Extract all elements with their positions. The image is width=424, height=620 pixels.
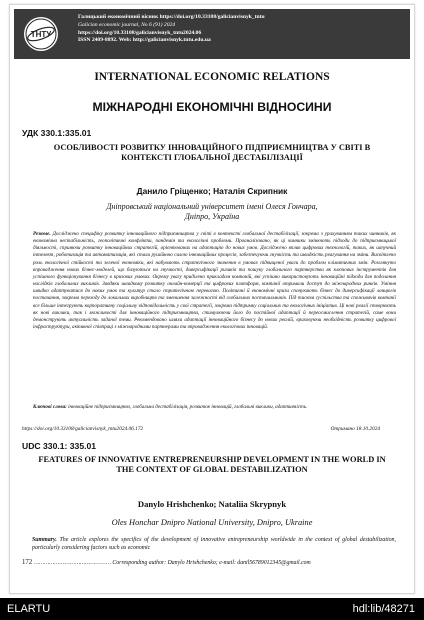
- section-title-ua: МІЖНАРОДНІ ЕКОНОМІЧНІ ВІДНОСИНИ: [92, 100, 332, 114]
- affiliation-ua-line2: Дніпро, Україна: [184, 212, 240, 221]
- udk-en: UDC 330.1: 335.01: [22, 441, 97, 451]
- keywords-text: інноваційне підприємництво, глобальна дестабілізація, розвиток інновацій, глобальні виклики, адаптивність.: [68, 404, 308, 410]
- logo-text: ТНТУ: [30, 30, 52, 39]
- journal-name-ua: Галицький економічний вісник https://doi.org/10.33108/galicianvisnyk_tntu: [78, 14, 265, 20]
- journal-header-text: [78, 14, 408, 45]
- viewer-status-bar: [0, 598, 424, 620]
- page-number: 172: [22, 559, 33, 566]
- corresponding-author: ……………………………………… Corresponding author: Danylo Hrishchenko; e-mail: danil5678901234​5@gmail.com: [33, 560, 311, 566]
- handle-id[interactable]: hdl:lib/48271: [352, 603, 415, 615]
- page-footer: [22, 559, 402, 566]
- abstract-ua: [33, 231, 396, 331]
- abstract-label: Резюме.: [33, 231, 51, 237]
- repository-name: ELARTU: [7, 603, 51, 615]
- article-title-ua: ОСОБЛИВОСТІ РОЗВИТКУ ІННОВАЦІЙНОГО ПІДПРИЄМНИЦТВА У СВІТІ В КОНТЕКСТІ ГЛОБАЛЬНОЇ ДЕСТАБІЛІЗАЦІЇ: [53, 143, 371, 162]
- authors-en: Danylo Hrishchenko; Nataliia Skrypnyk: [137, 499, 287, 509]
- summary-en: [32, 536, 396, 553]
- journal-name-en: Galician economic journal, No 6 (91) 2024: [78, 21, 176, 28]
- article-doi[interactable]: https://doi.org/10.33108/galicianvisnyk_tntu2024.06.172: [22, 426, 144, 432]
- article-title-en: FEATURES OF INNOVATIVE ENTREPRENEURSHIP DEVELOPMENT IN THE WORLD IN THE CONTEXT OF GLOBAL DESTABILIZATION: [38, 455, 386, 475]
- affiliation-ua-line1: Дніпровський національний університет імені Олеся Гончара,: [106, 202, 318, 211]
- udk-ua: УДК 330.1:335.01: [22, 128, 92, 138]
- tntu-logo-icon: [24, 17, 58, 51]
- keywords-label: Ключові слова:: [33, 404, 67, 410]
- affiliation-en: Oles Honchar Dnipro National University, Dnipro, Ukraine: [111, 518, 313, 527]
- affiliation-ua: [10, 202, 414, 222]
- document-page: [9, 4, 415, 594]
- authors-ua: Данило Гріщенко; Наталія Скрипник: [136, 186, 288, 196]
- summary-label: Summary.: [32, 537, 57, 543]
- journal-header: [14, 9, 410, 59]
- journal-issn[interactable]: ISSN 2409-8892. Web: http://galicianvisnyk.tntu.edu.ua: [78, 37, 211, 44]
- abstract-text: Досліджено специфіку розвитку інноваційного підприємництва у світі в контексті глобальної дестабілізації, зокрема з урахуванням таких чинників, як економічна нестабільність, геополітичні конфлікти, пандемія та екологічні проблеми. Проаналізовано, як ці чинники змінюють підходи до підприємницької діяльності, сприяючи розвитку інноваційних стратегій, орієнтованих на адаптацію до нових умов. Досліджено вплив цифрових технологій, таких, як штучний інтелект, роботизація та автоматизація, які стали рушійною силою інноваційних процесів, забезпечуючи гнучкість та швидкість реагування на зміни. Висвітлено роль екологічної стійкості та зеленої економіки, які набувають стратегічного значення в умовах підвищеної уваги до проблем кліматичних змін. Розглянуто впровадження нових бізнес-моделей, що базуються на гнучкості, диверсифікації ризиків та пошуку глобального партнерства як ключових інструментів для успішного функціонування бізнесу в кризових умовах. Окрему увагу приділено прикладам компаній, які успішно використовують інноваційні підходи для подолання наслідків глобальних викликів. Завдяки швидкому розвитку онлайн-комерції та цифрових платформ, компанії отримали доступ до міжнародних ринків. Уміння швидко адаптуватися до нових умов та культур стало стратегічною перевагою. Політичні й економічні кризи спонукають бізнес до диверсифікації ланцюгів постачання, зокрема переходу до локальних виробництв та зменшення залежності від глобальних постачальників. Під тиском суспільства та споживачів компанії все більше інтегрують корпоративну соціальну відповідальність у свої стратегії, зокрема підтримку соціальних та екологічних ініціатив. Ці нові реалії створюють як нові виклики, так і можливості для інноваційного підприємництва, стимулюючи його до постійної адаптації й переосмислення стратегій, саме вони демонструють актуальність заданої теми. Рекомендовано шляхи адаптації інноваційного бізнесу до нових реалій, враховуючи необхідність розвитку цифрової інфраструктури, активної співпраці з міжнародними партнерами та впровадження екологічних інновацій.: [33, 231, 396, 331]
- received-date: Отримано 18.10.2024: [330, 426, 380, 432]
- section-title-en: INTERNATIONAL ECONOMIC RELATIONS: [94, 71, 330, 83]
- summary-text: The article explores the specifics of the development of innovative entrepreneurship worldwide in the context of global destabilization, particularly considering factors such as economic: [32, 537, 396, 552]
- journal-issue-doi[interactable]: https://doi.org/10.33108/galicianvisnyk_tntu2024.06: [78, 29, 202, 36]
- keywords-ua: [33, 404, 396, 411]
